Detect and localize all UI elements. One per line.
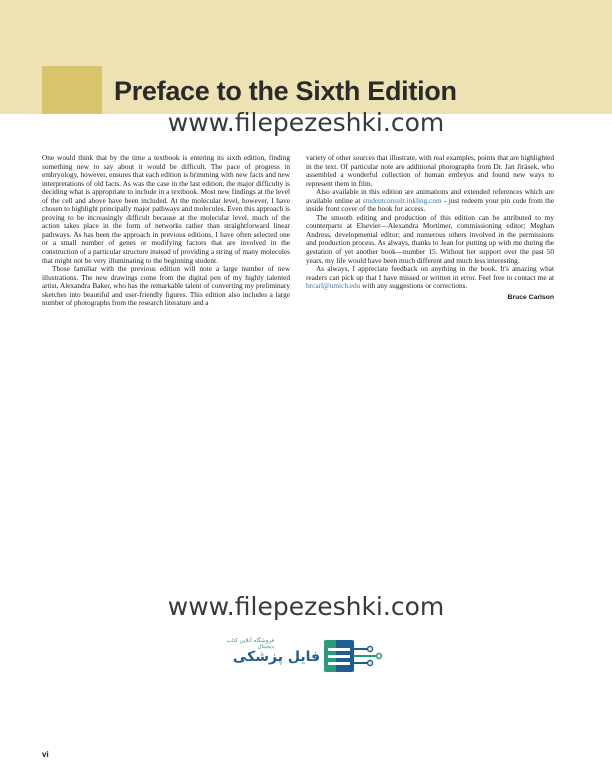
- paragraph-6-text-end: with any suggestions or corrections.: [360, 281, 468, 291]
- filepezeshki-logo: [208, 636, 404, 676]
- preface-paragraph-1: One would think that by the time a textbook is entering its sixth edition, finding something new to say about it would be difficult. The pace of progress in embryology, however, ensures that each edition is brimming with new facts and new interpretations of old facts. As was the case in the last edition, the major difficulty is deciding what is appropriate to include in a textbook. Most new findings at the level of the cell and above have been included. At the molecular level, however, I have chosen to highlight principally major pathways and molecules. Even this approach is proving to be increasingly difficult because at the molecular level, much of the action takes place in the form of networks rather than straightforward linear pathways. As has been the approach in previous editions, I have often selected one or a small number of genes or modifying factors that are involved in the construction of a particular structure instead of providing a string of many molecules that might not be very illuminating to the beginning student.: [42, 153, 290, 265]
- logo-name: فایل پزشکی: [232, 649, 320, 665]
- filepezeshki-logo-icon: [324, 636, 388, 676]
- page-title: Preface to the Sixth Edition: [114, 76, 457, 106]
- left-column: [42, 154, 290, 308]
- watermark-bottom: www.filepezeshki.com: [167, 592, 445, 621]
- paragraph-6-text-start: As always, I appreciate feedback on anything in the book. It's amazing what readers can pick up that I have missed or written in error. Feel free to contact me at: [306, 264, 554, 282]
- paragraph-4-text-end: - just redeem your pin code from the inside front cover of the book for access.: [306, 195, 555, 214]
- author-signature: Bruce Carlson: [507, 293, 554, 301]
- paragraph-4-text-start: Also available in this edition are animations and extended references which are available online at: [306, 187, 554, 205]
- preface-paragraph-4: [306, 188, 554, 214]
- watermark-top: www.filepezeshki.com: [167, 108, 445, 137]
- author-email-link[interactable]: brcarl@umich.edu: [306, 281, 361, 291]
- preface-paragraph-6: [306, 265, 554, 291]
- student-consult-link[interactable]: studentconsult.inkling.com: [362, 195, 442, 205]
- right-column: [306, 154, 554, 302]
- preface-paragraph-3: variety of other sources that illustrate, with real examples, points that are highlighted in the text. Of particular note are additional photographs from Dr. Jan Jirásek, who assembled a wonderful collection of human embryos and found new ways to represent them in film.: [306, 153, 554, 188]
- logo-subtitle: فروشگاه آنلاین کتاب دیجیتال: [226, 638, 274, 650]
- title-accent-square: [42, 66, 102, 114]
- page-number: vi: [42, 750, 49, 759]
- preface-paragraph-2: Those familiar with the previous edition will note a large number of new illustrations. The new drawings come from the digital pen of my highly talented artist, Alexandra Baker, who has the remarkable talent of converting my preliminary sketches into beautiful and user-friendly figures. This edition also includes a large number of photographs from the research literature and a: [42, 264, 290, 308]
- preface-paragraph-5: The smooth editing and production of this edition can be attributed to my counterparts at Elsevier—Alexandra Mortimer, commissioning editor; Meghan Andress, developmental editor; and numerous others involved in the permissions and production process. As always, thanks to Jean for putting up with me during the gestation of yet another book—number 15. Without her support over the past 50 years, my life would have been much different and much less interesting.: [306, 212, 554, 265]
